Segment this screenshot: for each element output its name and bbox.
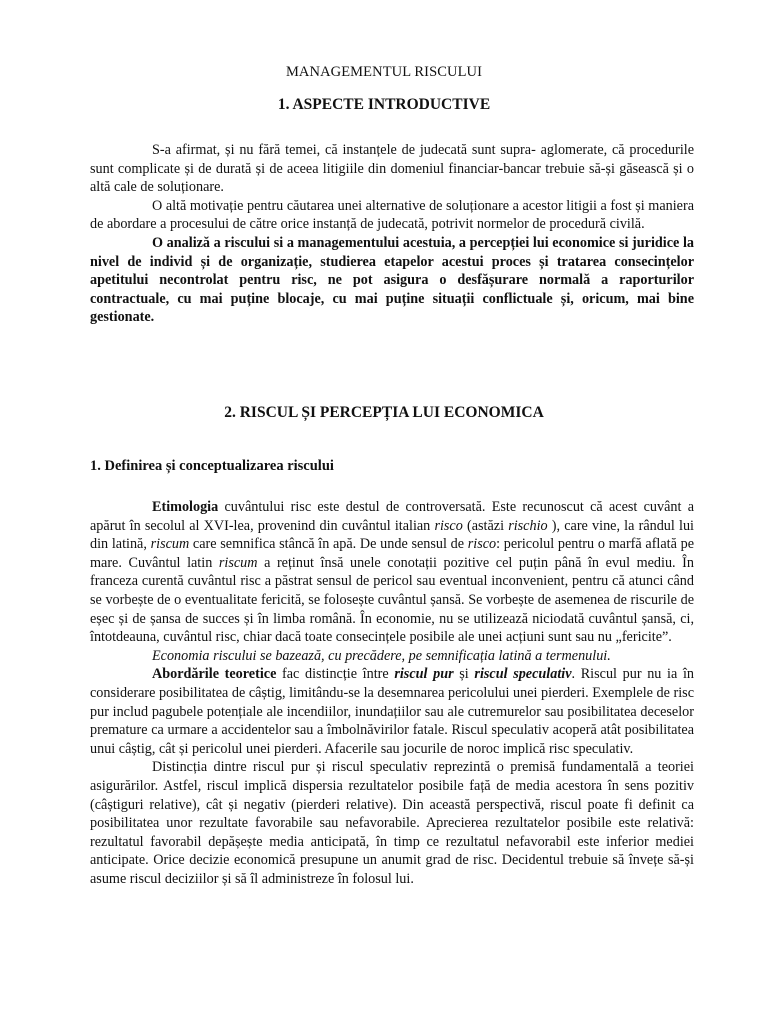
- term-riscul-speculativ: riscul speculativ: [474, 666, 572, 683]
- italic-word: risco: [434, 517, 463, 534]
- section-heading-2: 2. RISCUL ȘI PERCEPȚIA LUI ECONOMICA: [224, 404, 544, 421]
- paragraph-bold: O analiză a riscului si a managementului acestuia, a percepției lui economice si juridice la nivel de individ și de organizație, studierea etapelor acestui proces și tratarea consecințelor apetitului necontrolat pentru risc, ne pot asigura o desfășurare normală a raporturilor contractuale, cu mai puține blocaje, cu mai puține situații conflictuale și, oricum, mai bine gestionate.: [90, 234, 694, 326]
- text-run: : pericolul pentru o marfă aflată pe mare. Cuvântul latin: [90, 536, 694, 571]
- term-abordari: Abordările teoretice: [152, 666, 277, 683]
- section-2-body: [90, 498, 694, 888]
- text-run: și: [453, 666, 475, 683]
- text-run: care semnifica stâncă în apă. De unde sensul de: [189, 536, 468, 553]
- text-run: (astăzi: [462, 517, 509, 534]
- text-run: a reținut însă unele conotații pozitive cel puțin până în evul mediu. În franceza curentă cuvântul risc a păstrat sensul de pericol sau eventual inconvenient, pentru că atunci când se vorbește de o eventualitate fericită, se folosește cuvântul șansă. Se vorbește de asemenea de riscurile de eșec și de șansa de succes și în limba română. În economie, nu se utilizează niciodată cuvântul șansă, ci, întotdeauna, cuvântul risc, chiar dacă toate consecințele posibile ale unei acțiuni sunt sau nu „fericite”.: [90, 554, 695, 646]
- subsection-heading: 1. Definirea și conceptualizarea riscului: [90, 458, 334, 474]
- term-etimologia: Etimologia: [152, 499, 219, 515]
- italic-note-text: Economia riscului se bazează, cu precădere, pe semnificația latină a termenului.: [152, 647, 611, 664]
- italic-word: risco: [467, 536, 497, 553]
- text-run: fac distincție între: [276, 666, 395, 683]
- paragraph-etymology: [90, 498, 694, 647]
- text-run: cuvântului risc este destul de controversată. Este recunoscut că acest cuvânt a apărut în secolul al XVI-lea, provenind din cuvântul italian: [90, 499, 694, 534]
- paragraph: O altă motivație pentru căutarea unei alternative de soluționare a acestor litigii a fost și maniera de abordare a procesului de către orice instanță de judecată, potrivit normelor de procedură civilă.: [90, 197, 694, 233]
- section-heading-1: 1. ASPECTE INTRODUCTIVE: [277, 96, 491, 113]
- paragraph-approaches: [90, 665, 694, 758]
- italic-note: [90, 647, 694, 666]
- document-title: MANAGEMENTUL RISCULUI: [285, 64, 483, 80]
- section-1-body: [90, 141, 694, 327]
- text-run: . Riscul pur nu ia în considerare posibilitatea de câștig, limitându-se la desemnarea pericolului unei pierderi. Exemplele de risc pur includ pagubele potențiale ale incendiilor, inundațiilor sau ale cutremurelor sau posibilitatea deceselor premature ca urmare a accidentelor sau a îmbolnăvirilor fatale. Riscul speculativ acoperă atât posibilitatea unui câștig, cât și pericolul unei pierderi. Afacerile sau jocurile de noroc implică risc speculativ.: [90, 666, 694, 757]
- italic-word: rischio: [508, 517, 548, 534]
- italic-word: riscum: [150, 536, 190, 553]
- text-run: ), care vine, la rândul lui din latină,: [90, 517, 694, 553]
- paragraph: S-a afirmat, și nu fără temei, că instanțele de judecată sunt supra- aglomerate, că procedurile sunt complicate și de durată și de aceea litigiile din domeniul financiar-bancar trebuie să-și găsească și o altă cale de soluționare.: [90, 142, 694, 196]
- paragraph-distinction: Distincția dintre riscul pur și riscul speculativ reprezintă o premisă fundamentală a teoriei asigurărilor. Astfel, riscul implică dispersia rezultatelor posibile față de media acestora în sens pozitiv (câștiguri relative), cât și negativ (pierderi relative). Din această perspectivă, riscul poate fi definit ca posibilitatea unor rezultate favorabile sau nefavorabile. Aprecierea rezultatelor posibile este relativă: rezultatul favorabil depășește media anticipată, în timp ce rezultatul nefavorabil este inferior mediei anticipate. Orice decizie economică presupune un anumit grad de risc. Decidentul trebuie să învețe să-și asume riscul deciziilor și să îl administreze în folosul lui.: [90, 759, 694, 887]
- term-riscul-pur: riscul pur: [394, 666, 454, 683]
- italic-word: riscum: [218, 554, 258, 571]
